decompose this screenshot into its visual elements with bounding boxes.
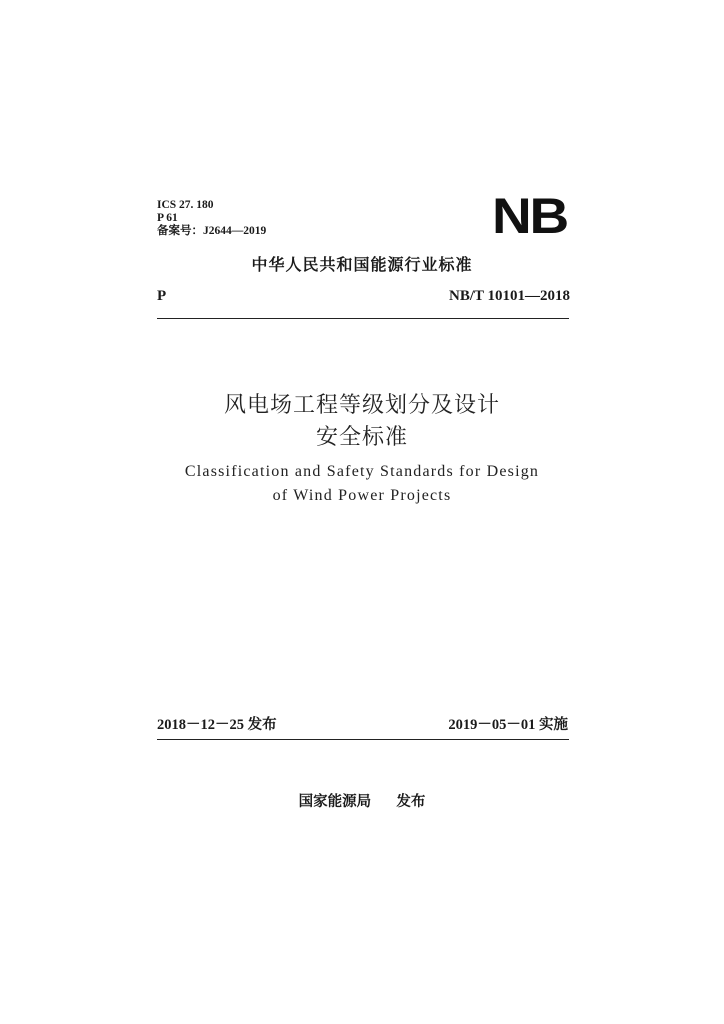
ics-code: ICS 27. 180 bbox=[157, 199, 214, 211]
standard-header: 中华人民共和国能源行业标准 bbox=[251, 255, 473, 274]
effective-date: 2019－05－01 实施 bbox=[448, 717, 568, 733]
header-divider bbox=[157, 318, 569, 319]
date-divider bbox=[157, 739, 569, 740]
publisher: 国家能源局 发布 bbox=[298, 794, 426, 810]
filing-number: 备案号：J2644—2019 bbox=[157, 225, 267, 237]
classification-code: P bbox=[157, 288, 167, 304]
title-chinese-line1: 风电场工程等级划分及设计 bbox=[223, 393, 500, 418]
standard-number: NB/T 10101—2018 bbox=[449, 288, 570, 304]
title-english-line1: Classification and Safety Standards for Design bbox=[184, 463, 540, 480]
nb-logo: NB bbox=[492, 188, 568, 244]
title-chinese-line2: 安全标准 bbox=[315, 425, 408, 450]
release-date: 2018－12－25 发布 bbox=[157, 717, 277, 733]
title-english-line2: of Wind Power Projects bbox=[272, 487, 452, 504]
ccs-code: P 61 bbox=[157, 212, 178, 224]
